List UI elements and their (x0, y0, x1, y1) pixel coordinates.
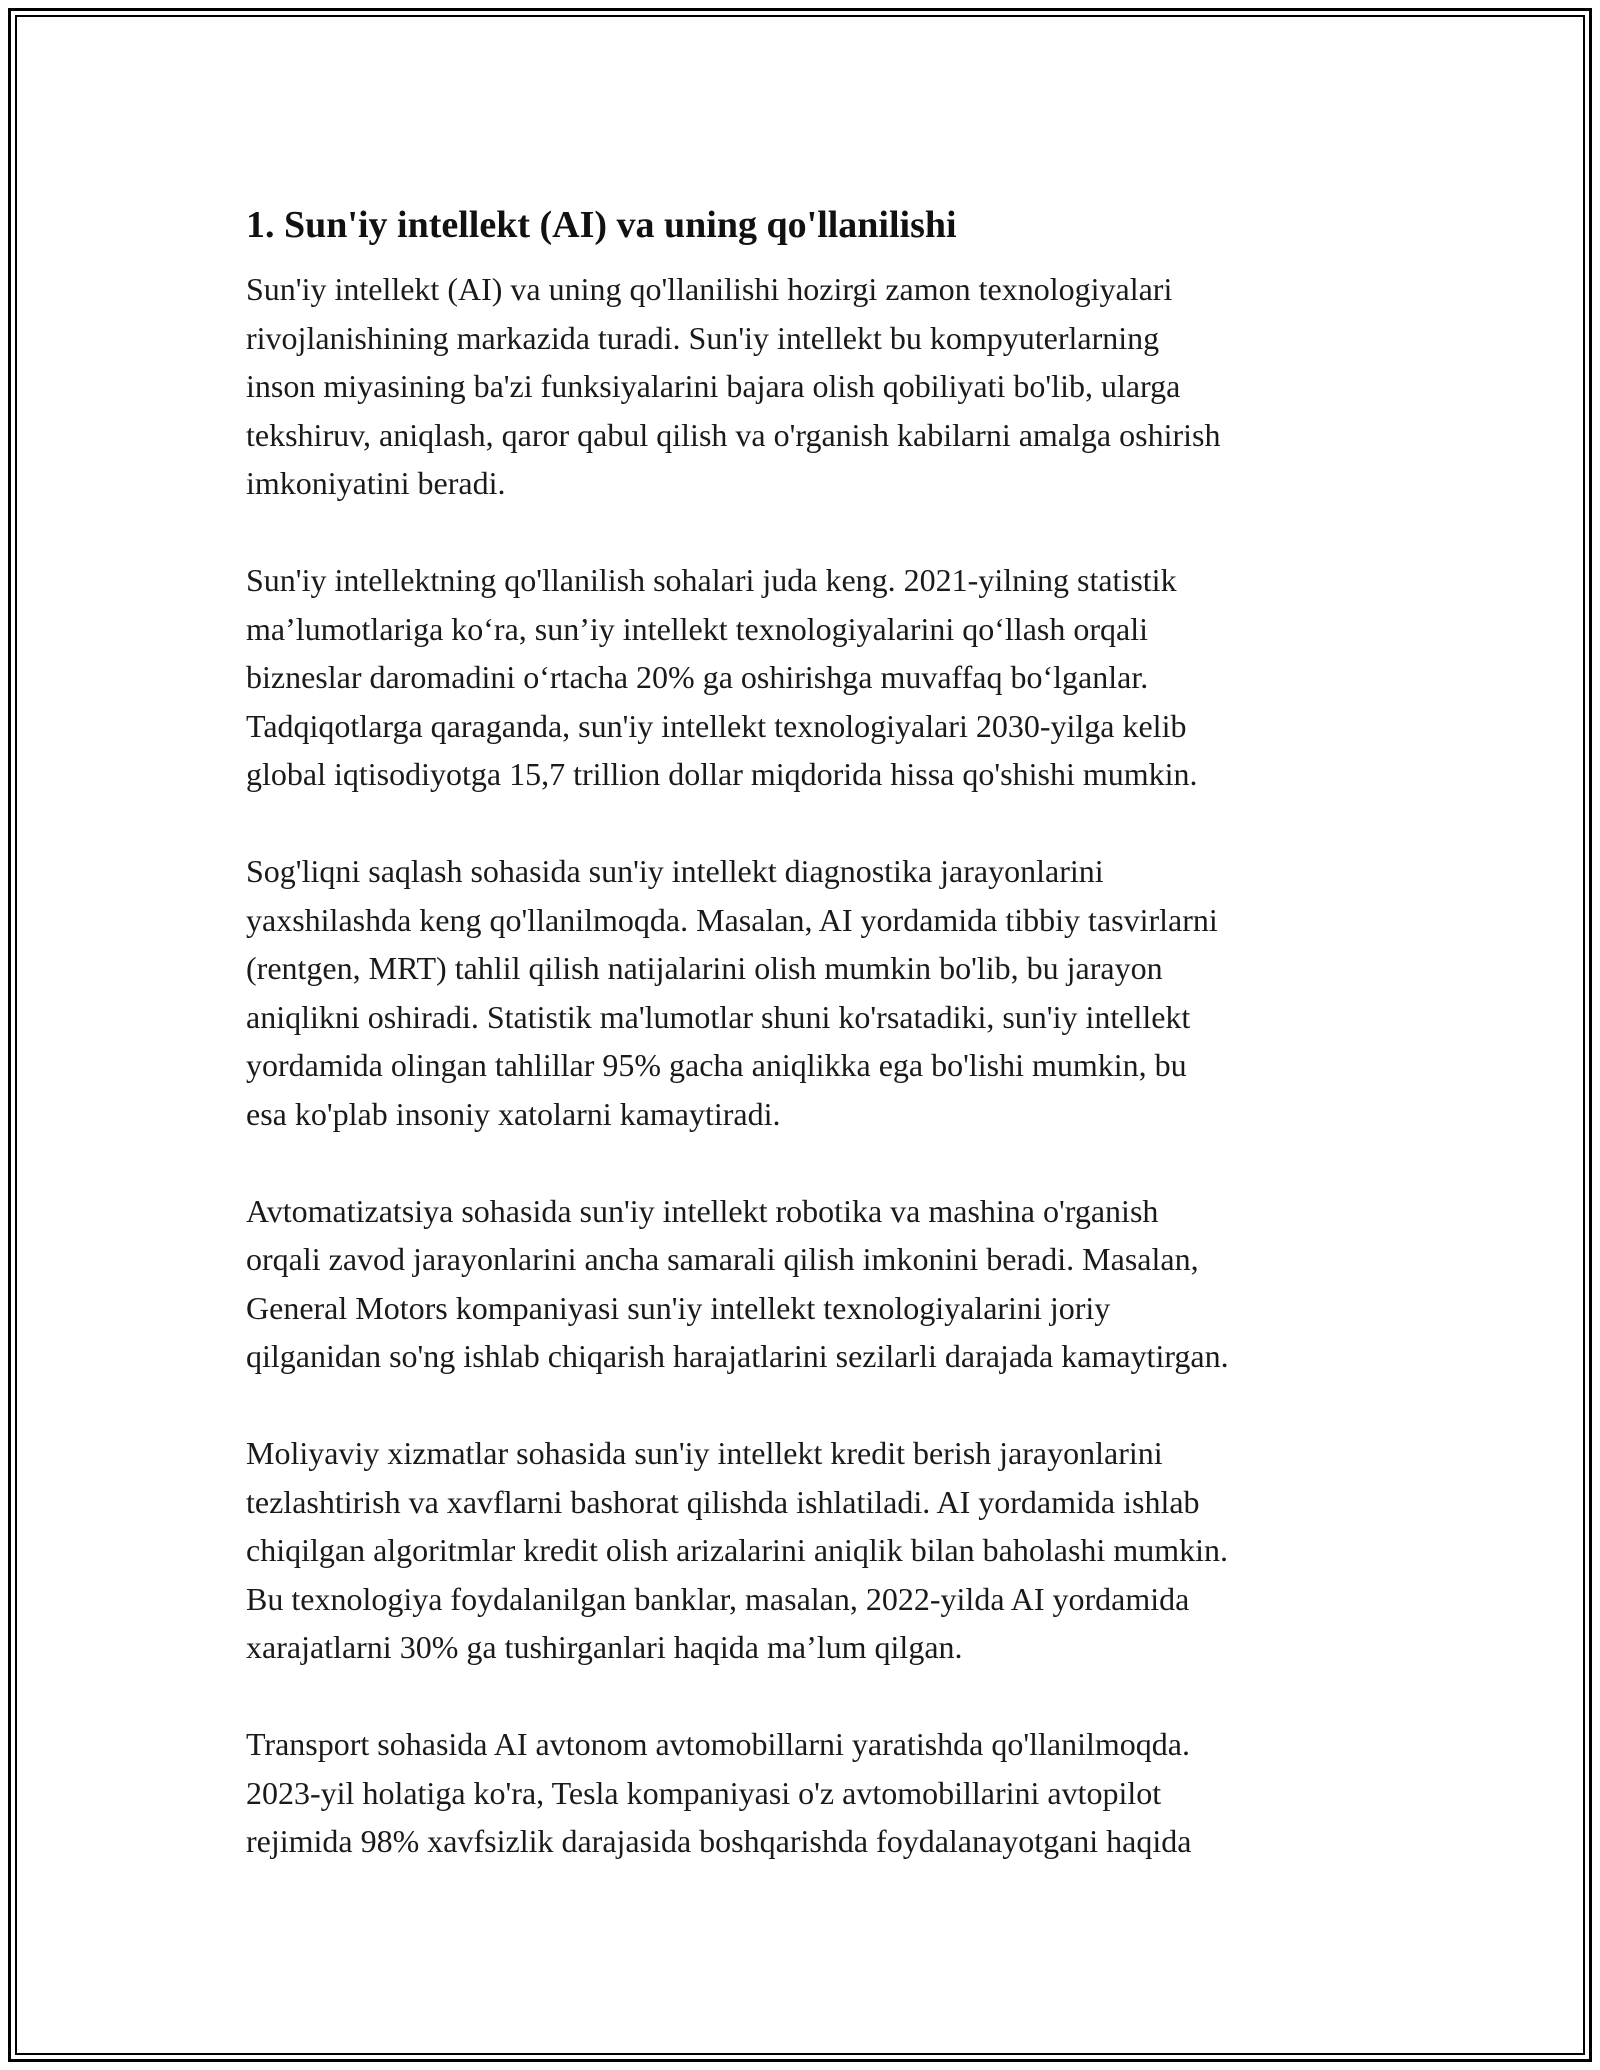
paragraph-line: 2023-yil holatiga ko'ra, Tesla kompaniyasi o'z avtomobillarini avtopilot (246, 1774, 1162, 1811)
paragraph-line: Bu texnologiya foydalanilgan banklar, masalan, 2022-yilda AI yordamida (246, 1580, 1190, 1617)
paragraph-line: chiqilgan algoritmlar kredit olish arizalarini aniqlik bilan baholashi mumkin. (246, 1532, 1228, 1568)
paragraph-line: aniqlikni oshiradi. Statistik ma'lumotlar shuni ko'rsatadiki, sun'iy intellekt (246, 998, 1191, 1035)
paragraph-line: General Motors kompaniyasi sun'iy intellekt texnologiyalarini joriy (246, 1289, 1111, 1326)
paragraph-3 (246, 847, 1396, 1138)
paragraph-line: Sog'liqni saqlash sohasida sun'iy intellekt diagnostika jarayonlarini (246, 853, 1104, 889)
paragraph-4 (246, 1187, 1396, 1381)
paragraph-line: rejimida 98% xavfsizlik darajasida boshqarishda foydalanayotgani haqida (246, 1823, 1192, 1859)
paragraph-line: Avtomatizatsiya sohasida sun'iy intellekt robotika va mashina o'rganish (246, 1192, 1159, 1229)
paragraph-line: imkoniyatini beradi. (246, 465, 506, 501)
paragraph-line: xarajatlarni 30% ga tushirganlari haqida ma’lum qilgan. (246, 1629, 963, 1665)
paragraph-5 (246, 1429, 1396, 1672)
paragraph-line: yordamida olingan tahlillar 95% gacha aniqlikka ega bo'lishi mumkin, bu (246, 1047, 1187, 1083)
paragraph-line: ma’lumotlariga ko‘ra, sun’iy intellekt texnologiyalarini qo‘llash orqali (246, 610, 1148, 647)
paragraph-1 (246, 265, 1396, 508)
paragraph-line: tezlashtirish va xavflarni bashorat qilishda ishlatiladi. AI yordamida ishlab (246, 1483, 1200, 1520)
paragraph-line: Sun'iy intellektning qo'llanilish sohalari juda keng. 2021-yilning statistik (246, 562, 1177, 598)
document-body (246, 199, 1396, 1914)
paragraph-line: (rentgen, MRT) tahlil qilish natijalarini olish mumkin bo'lib, bu jarayon (246, 950, 1163, 986)
paragraph-line: esa ko'plab insoniy xatolarni kamaytiradi. (246, 1095, 781, 1132)
paragraph-2 (246, 556, 1396, 799)
page-frame (8, 8, 1592, 2062)
paragraph-line: orqali zavod jarayonlarini ancha samarali qilish imkonini beradi. Masalan, (246, 1241, 1199, 1277)
paragraph-line: Tadqiqotlarga qaraganda, sun'iy intellekt texnologiyalari 2030-yilga kelib (246, 707, 1187, 744)
paragraph-line: qilganidan so'ng ishlab chiqarish harajatlarini sezilarli darajada kamaytirgan. (246, 1338, 1229, 1374)
paragraph-6 (246, 1720, 1396, 1866)
paragraph-line: bizneslar daromadini o‘rtacha 20% ga oshirishga muvaffaq bo‘lganlar. (246, 659, 1149, 695)
paragraph-line: inson miyasining ba'zi funksiyalarini bajara olish qobiliyati bo'lib, ularga (246, 368, 1181, 404)
paragraph-line: yaxshilashda keng qo'llanilmoqda. Masalan, AI yordamida tibbiy tasvirlarni (246, 901, 1218, 938)
paragraph-line: Sun'iy intellekt (AI) va uning qo'llanilishi hozirgi zamon texnologiyalari (246, 271, 1173, 307)
paragraph-line: rivojlanishining markazida turadi. Sun'iy intellekt bu kompyuterlarning (246, 319, 1160, 356)
paragraph-line: tekshiruv, aniqlash, qaror qabul qilish va o'rganish kabilarni amalga oshirish (246, 416, 1221, 453)
section-heading: 1. Sun'iy intellekt (AI) va uning qo'llanilishi (246, 204, 957, 246)
paragraph-line: global iqtisodiyotga 15,7 trillion dollar miqdorida hissa qo'shishi mumkin. (246, 756, 1198, 792)
paragraph-line: Transport sohasida AI avtonom avtomobillarni yaratishda qo'llanilmoqda. (246, 1726, 1190, 1762)
paragraph-line: Moliyaviy xizmatlar sohasida sun'iy intellekt kredit berish jarayonlarini (246, 1435, 1163, 1471)
